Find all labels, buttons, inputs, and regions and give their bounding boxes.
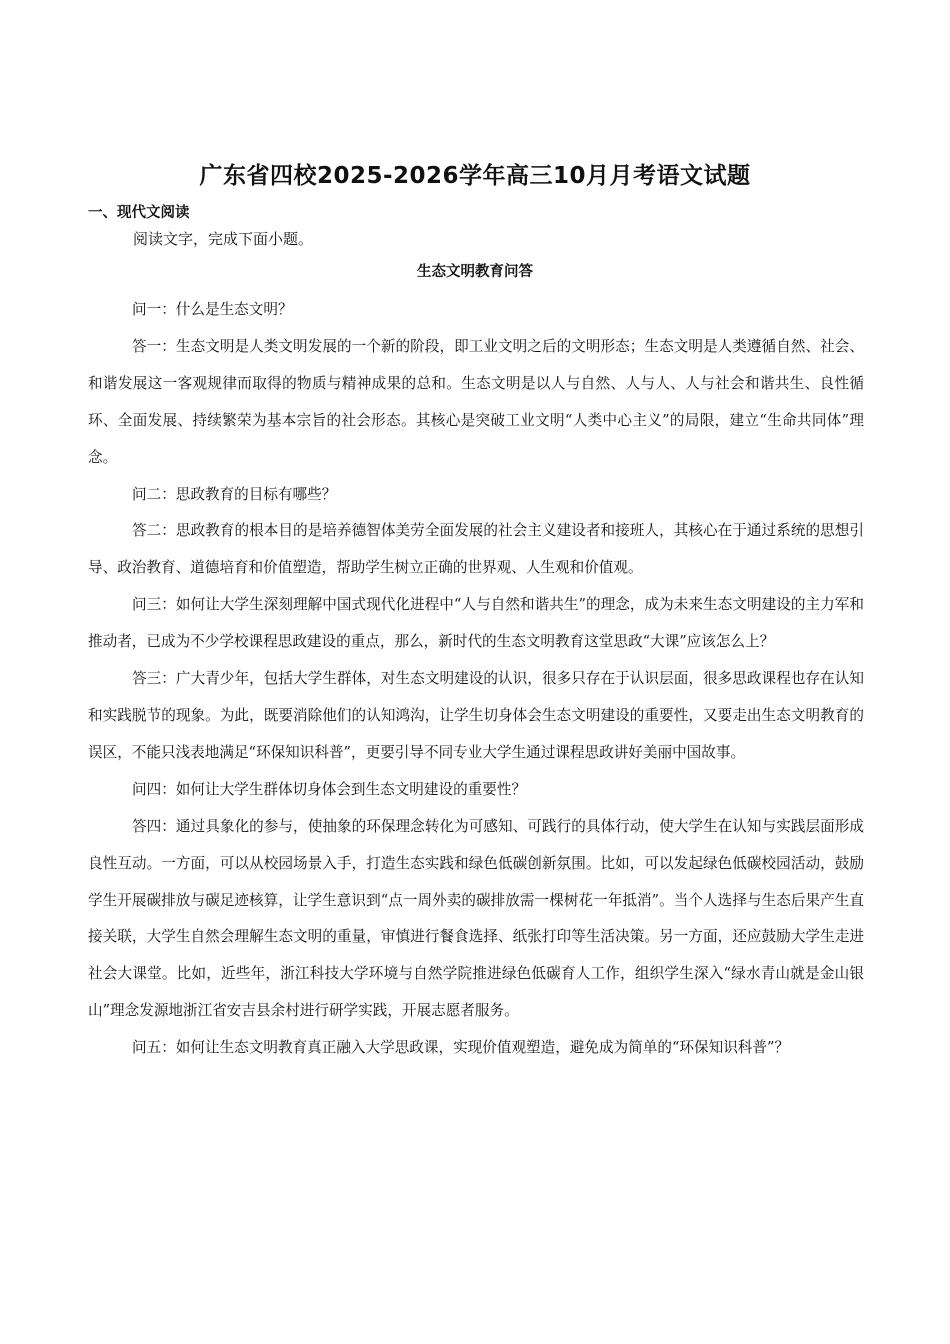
article-body xyxy=(88,292,864,1067)
question-2: 问二：思政教育的目标有哪些？ xyxy=(132,485,337,503)
answer-1: 答一：生态文明是人类文明发展的一个新的阶段，即工业文明之后的文明形态；生态文明是人类遵循自然、社会、和谐发展这一客观规律而取得的物质与精神成果的总和。生态文明是以人与自然、人与人、人与社会和谐共生、良性循环、全面发展、持续繁荣为基本宗旨的社会形态。其核心是突破工业文明“人类中心主义”的局限，建立“生命共同体”理念。 xyxy=(88,337,864,466)
article-title: 生态文明教育问答 xyxy=(417,264,533,280)
question-4: 问四：如何让大学生群体切身体会到生态文明建设的重要性？ xyxy=(132,780,527,798)
question-3: 问三：如何让大学生深刻理解中国式现代化进程中“人与自然和谐共生”的理念，成为未来生态文明建设的主力军和推动者，已成为不少学校课程思政建设的重点，那么，新时代的生态文明教育这堂思政“大课”应该怎么上？ xyxy=(88,596,864,651)
answer-3: 答三：广大青少年，包括大学生群体，对生态文明建设的认识，很多只存在于认识层面，很多思政课程也存在认知和实践脱节的现象。为此，既要消除他们的认知鸿沟，让学生切身体会生态文明建设的重要性，又要走出生态文明教育的误区，不能只浅表地满足“环保知识科普”，更要引导不同专业大学生通过课程思政讲好美丽中国故事。 xyxy=(88,670,864,761)
reading-instruction: 阅读文字，完成下面小题。 xyxy=(133,230,314,248)
section-heading: 一、现代文阅读 xyxy=(88,205,190,221)
question-5: 问五：如何让生态文明教育真正融入大学思政课，实现价值观塑造，避免成为简单的“环保知识科普”？ xyxy=(132,1039,790,1057)
document-title: 广东省四校2025-2026学年高三10月月考语文试题 xyxy=(199,163,751,189)
answer-2: 答二：思政教育的根本目的是培养德智体美劳全面发展的社会主义建设者和接班人，其核心在于通过系统的思想引导、政治教育、道德培育和价值塑造，帮助学生树立正确的世界观、人生观和价值观。 xyxy=(88,522,864,577)
question-1: 问一：什么是生态文明？ xyxy=(132,301,293,318)
answer-4: 答四：通过具象化的参与，使抽象的环保理念转化为可感知、可践行的具体行动，使大学生在认知与实践层面形成良性互动。一方面，可以从校园场景入手，打造生态实践和绿色低碳创新氛围。比如，可以发起绿色低碳校园活动，鼓励学生开展碳排放与碳足迹核算，让学生意识到“点一周外卖的碳排放需一棵树花一年抵消”。当个人选择与生态后果产生直接关联，大学生自然会理解生态文明的重量，审慎进行餐食选择、纸张打印等生活决策。另一方面，还应鼓励大学生走进社会大课堂。比如，近些年，浙江科技大学环境与自然学院推进绿色低碳育人工作，组织学生深入“绿水青山就是金山银山”理念发源地浙江省安吉县余村进行研学实践，开展志愿者服务。 xyxy=(88,817,864,1020)
